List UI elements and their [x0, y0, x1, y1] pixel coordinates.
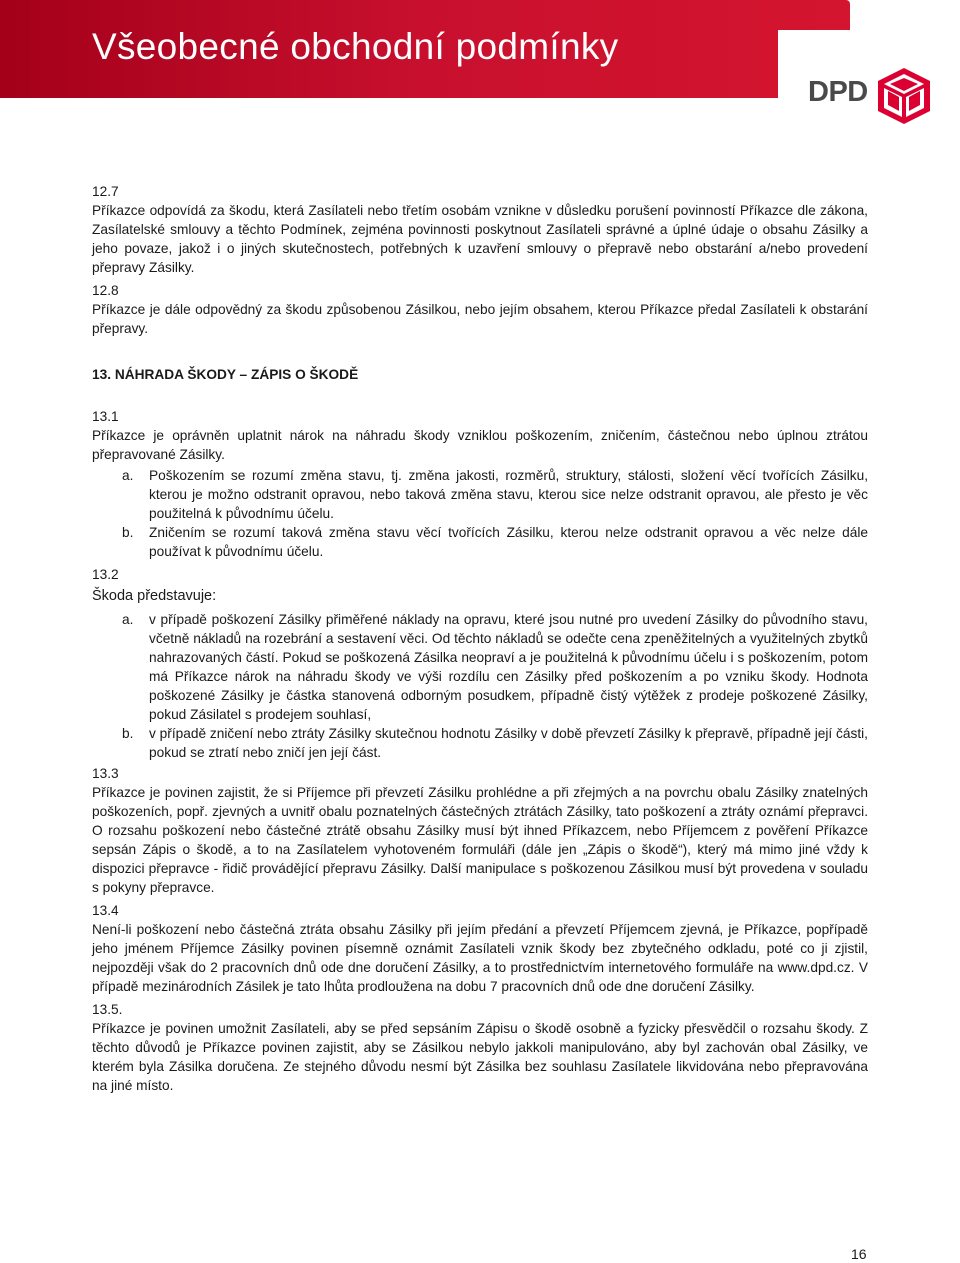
list-item: [92, 610, 868, 724]
section-number-13-1: 13.1: [92, 409, 119, 424]
section-13-2-text: Škoda představuje:: [92, 588, 217, 604]
section-number-13-3: 13.3: [92, 766, 119, 781]
section-12-7-text: Příkazce odpovídá za škodu, která Zasílateli nebo třetím osobám vznikne v důsledku porušení povinností Příkazce dle zákona, Zasílatelské smlouvy a těchto Podmínek, zejména povinnosti poskytnout Zasílateli správné a úplné údaje o obsahu Zásilky a jeho povaze, jakož i o jiných skutečnostech, potřebných k uzavření smlouvy o přepravě nebo obstarání a/nebo provedení přepravy Zásilky.: [92, 203, 868, 275]
dpd-logo-text: DPD: [808, 76, 868, 108]
section-13-4-text: Není-li poškození nebo částečná ztráta obsahu Zásilky při jejím předání a převzetí Příjemcem zjevná, je Příkazce, popřípadě jeho jménem Příjemce Zásilky povinen písemně oznámit Zasílateli vznik škody bez zbytečného odkladu, poté co ji zjistil, nejpozději však do 2 pracovních dnů ode dne doručení Zásilky, a to prostřednictvím internetového formuláře na www.dpd.cz. V případě mezinárodních Zásilek je tato lhůta prodloužena na dobu 7 pracovních dnů ode dne doručení Zásilky.: [92, 922, 868, 994]
list-item-text: Zničením se rozumí taková změna stavu věcí tvořících Zásilku, kterou nelze odstranit opravou a věc nelze dále používat k původnímu účelu.: [149, 525, 868, 559]
section-13-1-text: Příkazce je oprávněn uplatnit nárok na náhradu škody vzniklou poškozením, zničením, částečnou nebo úplnou ztrátou přepravované Zásilky.: [92, 428, 868, 462]
page-number: 16: [851, 1246, 867, 1262]
list-marker: b.: [122, 525, 134, 540]
section-13-3-text: Příkazce je povinen zajistit, že si Příjemce při převzetí Zásilku prohlédne a při zřejmých a na povrchu obalu Zásilky znatelných poškozeních, popř. zjevných a uvnitř obalu poznatelných částečných ztrátách Zásilky, tato poškození a ztráty oznámí přepravci. O rozsahu poškození nebo částečné ztrátě obsahu Zásilky musí být ihned Příkazcem, nebo Příjemcem z pověření Příkazce sepsán Zápis o škodě, a to na Zasílatelem vyhotoveném formuláři (dále jen „Zápis o škodě“), který má mimo jiné vždy k dispozici přepravce - řidič provádějící přepravu Zásilky. Další manipulace s poškozenou Zásilkou musí být provedena v souladu s pokyny přepravce.: [92, 785, 868, 895]
list-marker: a.: [122, 612, 134, 627]
list-marker: b.: [122, 726, 134, 741]
section-13-1-list: [92, 466, 868, 561]
list-item-text: v případě poškození Zásilky přiměřené náklady na opravu, které jsou nutné pro uvedení Zásilky do původního stavu, včetně nákladů na rozebrání a sestavení věci. Od těchto nákladů se odečte cena zpeněžitelných a využitelných zbytků nahrazovaných částí. Pokud se poškozená Zásilka neopraví a je použitelná k původnímu účelu i s poškozením, potom má Příkazce nárok na náhradu škody ve výši rozdílu cen Zásilky před poškozením a po vzniku škody. Hodnota poškozené Zásilky je částka stanovená odborným posudkem, případně čistý výtěžek z prodeje poškozené Zásilky, pokud Zásilatel s prodejem souhlasí,: [149, 612, 868, 722]
section-12-8-text: Příkazce je dále odpovědný za škodu způsobenou Zásilkou, nebo jejím obsahem, kterou Příkazce předal Zasílateli k obstarání přepravy.: [92, 302, 868, 336]
list-item: [92, 466, 868, 523]
list-item: [92, 523, 868, 561]
dpd-cube-icon: [872, 64, 936, 128]
list-marker: a.: [122, 468, 134, 483]
list-item-text: Poškozením se rozumí změna stavu, tj. změna jakosti, rozměrů, struktury, stálosti, složení věcí tvořících Zásilku, kterou je možno odstranit opravou, nebo taková změna stavu, kterou sice nelze odstranit opravou, ale přesto je věc použitelná k původnímu účelu.: [149, 468, 868, 521]
page-title: Všeobecné obchodní podmínky: [92, 26, 619, 67]
section-number-13-4: 13.4: [92, 903, 119, 918]
section-number-13-2: 13.2: [92, 567, 119, 582]
section-number-12-8: 12.8: [92, 283, 119, 298]
section-13-5-text: Příkazce je povinen umožnit Zasílateli, aby se před sepsáním Zápisu o škodě osobně a fyzicky přesvědčil o rozsahu škody. Z těchto důvodů je Příkazce povinen zajistit, aby se Zásilkou nebylo jakkoli manipulováno, aby byl zachován obal Zásilky, ve kterém byla Zásilka doručena. Ze stejného důvodu nesmí být Zásilka bez souhlasu Zasílatele likvidována nebo přepravována na jiné místo.: [92, 1021, 868, 1093]
section-number-13-5: 13.5.: [92, 1002, 123, 1017]
section-13-2-list: [92, 610, 868, 762]
section-number-12-7: 12.7: [92, 184, 119, 199]
list-item: [92, 724, 868, 762]
list-item-text: v případě zničení nebo ztráty Zásilky skutečnou hodnotu Zásilky v době převzetí Zásilky k přepravě, případně její části, pokud se ztratí nebo zničí jen její část.: [149, 726, 868, 760]
section-13-heading: 13. NÁHRADA ŠKODY – ZÁPIS O ŠKODĚ: [92, 367, 359, 382]
document-body: [92, 182, 868, 1095]
